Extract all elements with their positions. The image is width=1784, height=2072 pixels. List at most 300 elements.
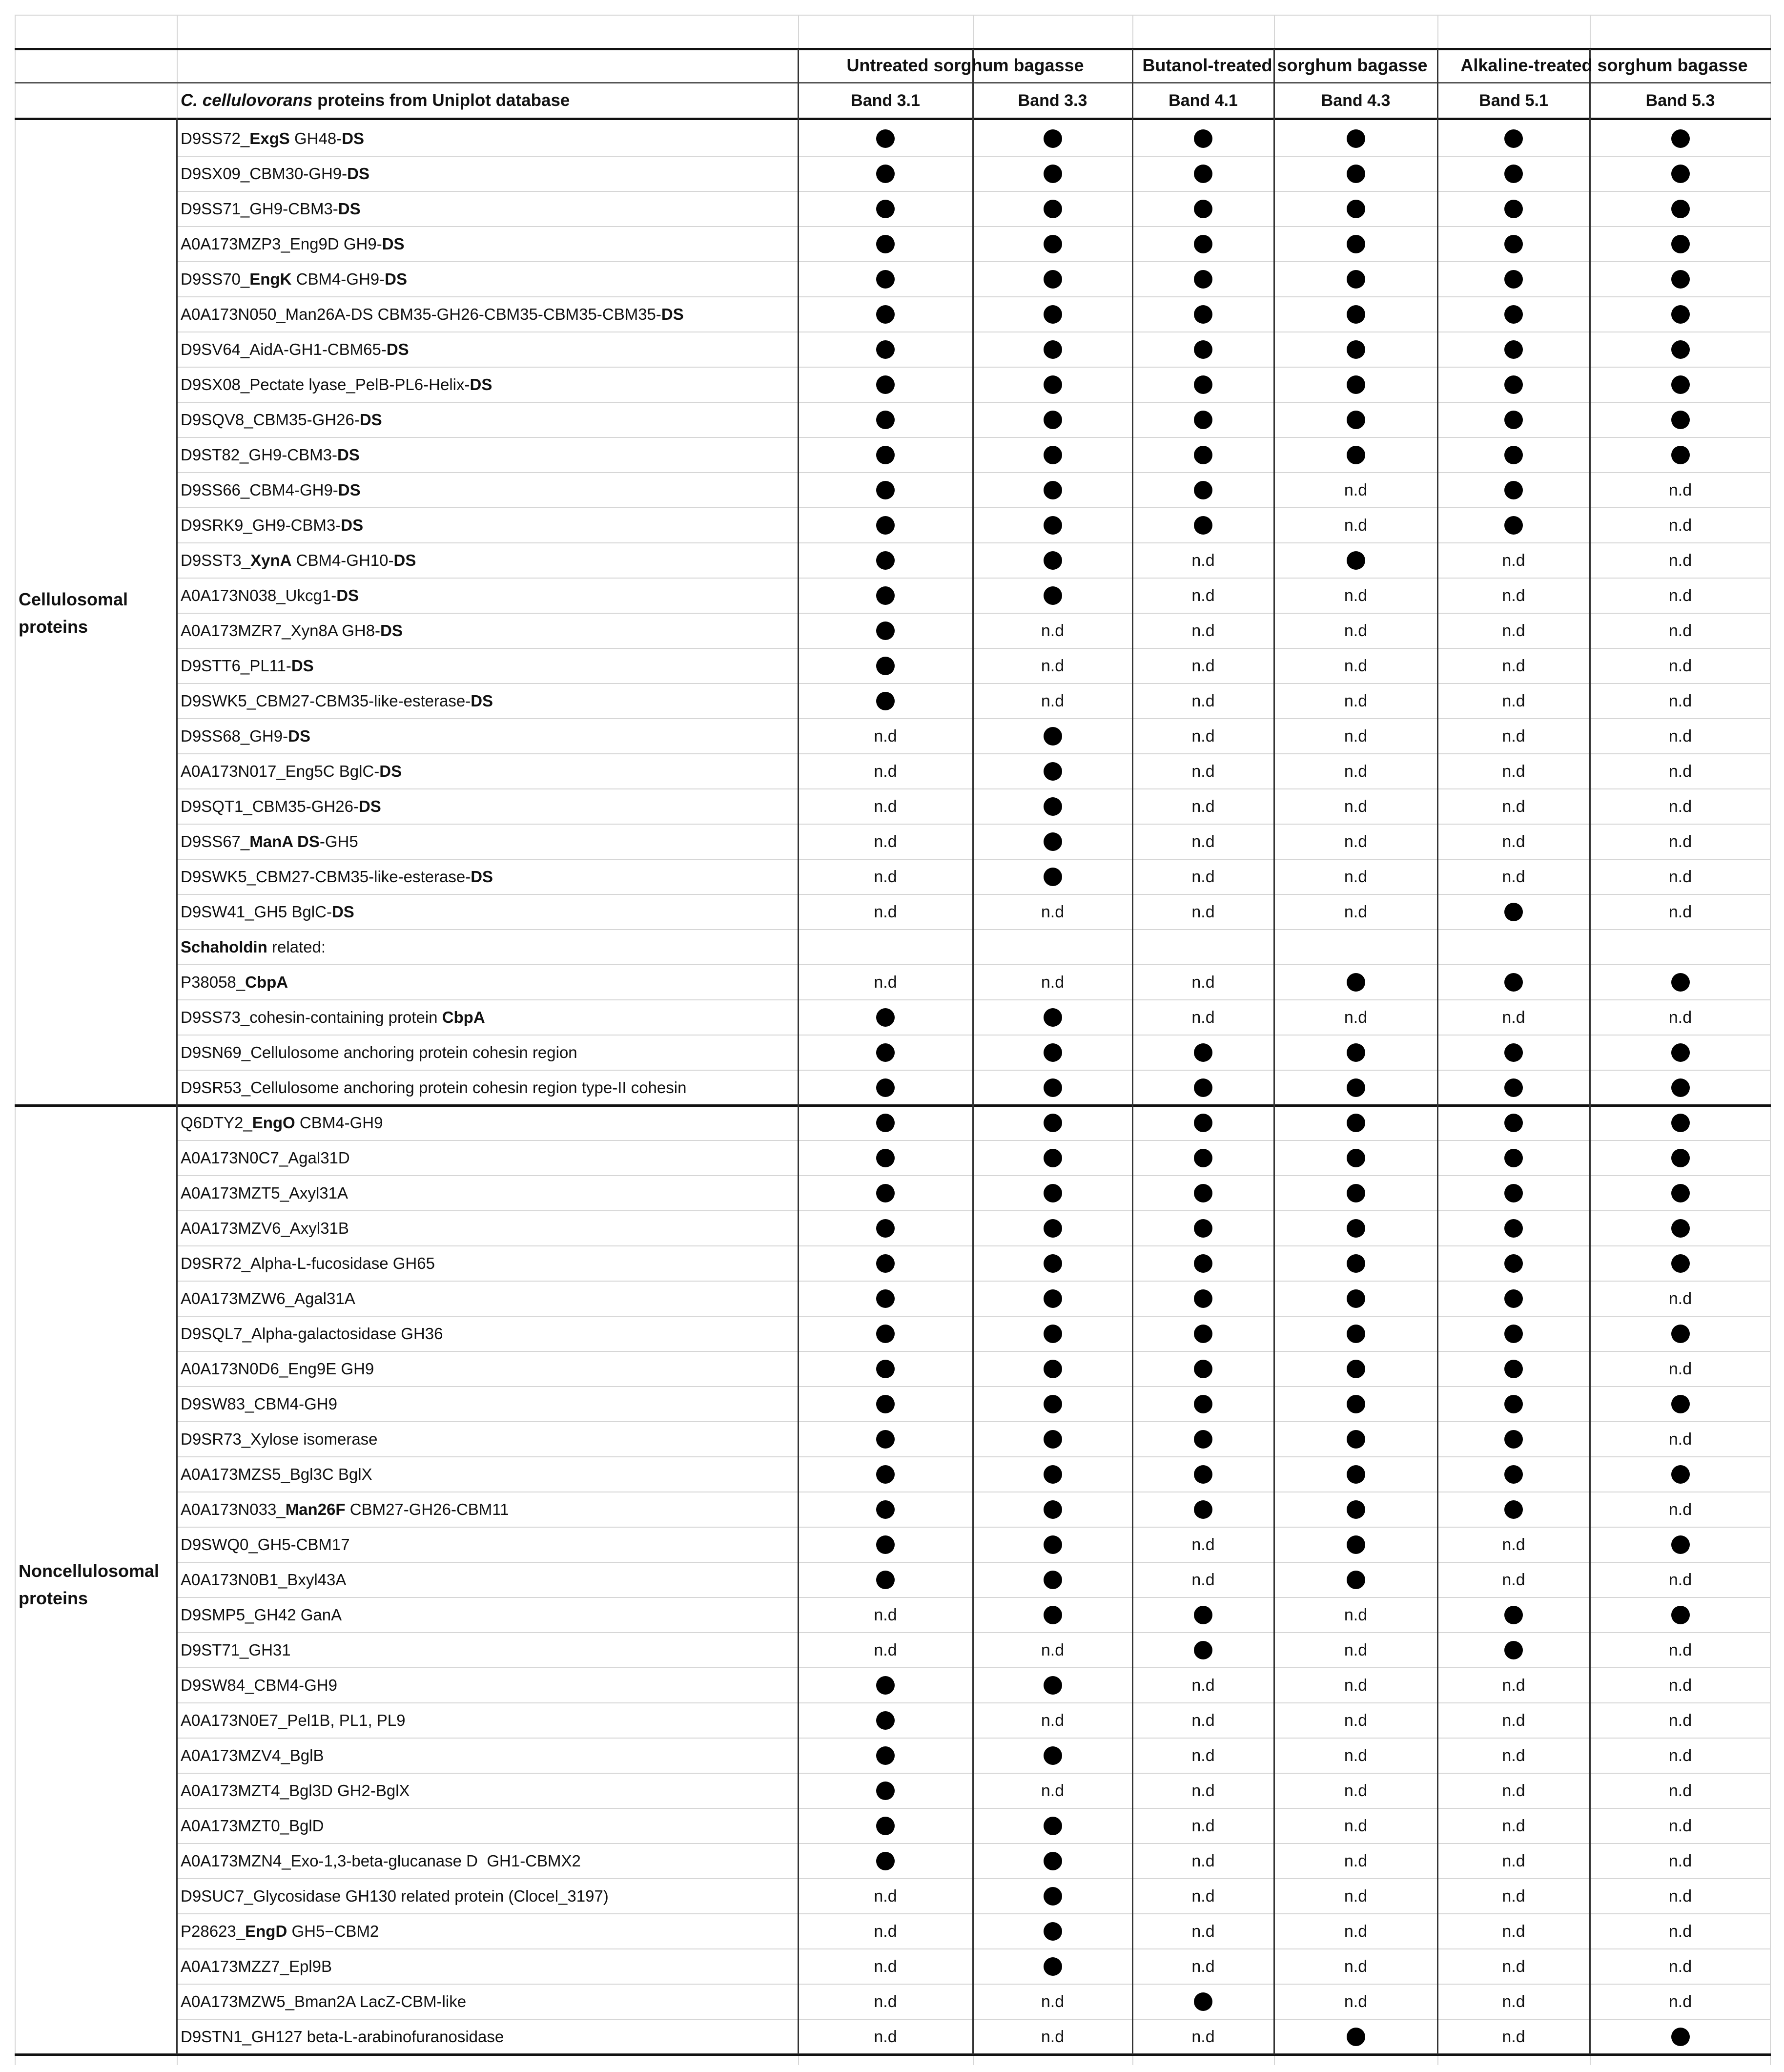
not-detected-text: n.d [1502,1957,1525,1976]
protein-name-part: A0A173N0B1_Bxyl43A [181,1571,347,1589]
not-detected-label [1590,859,1771,894]
detected-marker [1132,1281,1274,1316]
filled-circle-icon [876,1535,895,1554]
not-detected-label [973,1703,1132,1738]
detected-marker [1274,1527,1437,1562]
species-name: C. cellulovorans [181,91,313,110]
filled-circle-icon [876,1430,895,1449]
not-detected-label [1132,578,1274,613]
protein-name [177,1703,800,1738]
not-detected-text: n.d [1502,762,1525,781]
protein-name-part: CBM4-GH9- [291,270,385,288]
filled-circle-icon [1194,1606,1212,1624]
protein-name [177,227,800,262]
filled-circle-icon [1044,516,1062,535]
band-header-5-1: Band 5.1 [1479,91,1548,110]
filled-circle-icon [1044,1500,1062,1519]
not-detected-label [1590,894,1771,930]
not-detected-text: n.d [1502,2027,1525,2046]
not-detected-text: n.d [874,1992,897,2011]
not-detected-text: n.d [1344,586,1368,605]
not-detected-text: n.d [1041,621,1065,640]
protein-name-bold-part: CbpA [442,1008,485,1026]
not-detected-text: n.d [874,973,897,992]
not-detected-text: n.d [1041,902,1065,921]
protein-name [177,297,800,332]
protein-detection-table [15,15,1771,2065]
filled-circle-icon [876,1114,895,1132]
detected-marker [798,578,973,613]
filled-circle-icon [1044,1957,1062,1976]
filled-circle-icon [1044,1008,1062,1027]
protein-name-part: D9SQL7_Alpha-galactosidase GH36 [181,1325,443,1343]
filled-circle-icon [1194,1465,1212,1484]
not-detected-label [1437,824,1590,859]
filled-circle-icon [1194,340,1212,359]
not-detected-text: n.d [1502,1008,1525,1027]
filled-circle-icon [1347,1184,1365,1202]
not-detected-label [1274,859,1437,894]
protein-name-part: D9SN69_Cellulosome anchoring protein cohesin region [181,1043,577,1061]
filled-circle-icon [1671,305,1690,324]
not-detected-text: n.d [1668,656,1692,675]
protein-name-part: A0A173MZV6_Axyl31B [181,1219,349,1237]
not-detected-text: n.d [1502,621,1525,640]
not-detected-label [1590,473,1771,508]
filled-circle-icon [1347,973,1365,992]
filled-circle-icon [1044,305,1062,324]
protein-name [177,613,800,648]
detected-marker [1132,1070,1274,1105]
protein-name-part: D9SX09_CBM30-GH9- [181,165,348,183]
filled-circle-icon [1194,1641,1212,1659]
not-detected-label [1437,648,1590,684]
detected-marker [1274,1492,1437,1527]
detected-marker [973,1070,1132,1105]
not-detected-text: n.d [1344,1008,1368,1027]
not-detected-text: n.d [1668,1676,1692,1695]
detected-marker [1132,1105,1274,1140]
not-detected-label [798,719,973,754]
not-detected-label [973,648,1132,684]
not-detected-text: n.d [1191,1886,1215,1906]
filled-circle-icon [1347,340,1365,359]
protein-name-part: D9SS72_ [181,129,250,147]
filled-circle-icon [1347,129,1365,148]
detected-marker [1132,121,1274,156]
detected-marker [973,1035,1132,1070]
filled-circle-icon [1504,1184,1523,1202]
filled-circle-icon [1504,973,1523,992]
filled-circle-icon [1194,1992,1212,2011]
detected-marker [798,121,973,156]
detected-marker [798,367,973,402]
detected-marker [1132,402,1274,437]
protein-name [177,719,800,754]
filled-circle-icon [876,305,895,324]
not-detected-label [973,2019,1132,2054]
protein-name-bold-part: DS [342,129,365,147]
not-detected-label [1437,1879,1590,1914]
protein-name-part: A0A173N0E7_Pel1B, PL1, PL9 [181,1711,406,1729]
detected-marker [973,437,1132,473]
not-detected-label [973,965,1132,1000]
protein-name-part: D9SRK9_GH9-CBM3- [181,516,341,534]
not-detected-text: n.d [1344,1640,1368,1659]
detected-marker [973,297,1132,332]
not-detected-label [1132,2019,1274,2054]
detected-marker [1590,437,1771,473]
protein-name-part: D9SR73_Xylose isomerase [181,1430,378,1448]
detected-marker [1437,1211,1590,1246]
detected-marker [1132,437,1274,473]
detected-marker [973,1562,1132,1597]
detected-marker [1437,1422,1590,1457]
protein-name-bold-part: DS [291,657,314,675]
protein-name-bold-part: ExgS [249,129,290,147]
detected-marker [973,1527,1132,1562]
detected-marker [1590,367,1771,402]
detected-marker [798,1457,973,1492]
filled-circle-icon [1044,1043,1062,1062]
not-detected-label [1590,1668,1771,1703]
not-detected-text: n.d [1344,621,1368,640]
not-detected-label [973,613,1132,648]
not-detected-label [1437,719,1590,754]
protein-name [177,1668,800,1703]
protein-name [177,367,800,402]
not-detected-label [1590,1808,1771,1844]
not-detected-label [1274,719,1437,754]
not-detected-label [1590,1281,1771,1316]
not-detected-label [1132,859,1274,894]
detected-marker [1132,1246,1274,1281]
protein-name-part: A0A173MZT0_BglD [181,1817,324,1835]
not-detected-label [1132,965,1274,1000]
detected-marker [1590,1387,1771,1422]
filled-circle-icon [1504,1465,1523,1484]
not-detected-label [1590,789,1771,824]
protein-name [177,1246,800,1281]
filled-circle-icon [1671,165,1690,183]
detected-marker [798,613,973,648]
detected-marker [973,719,1132,754]
protein-name-bold-part: DS [380,622,403,640]
detected-marker [973,156,1132,191]
protein-name-bold-part: Man26F [285,1500,346,1518]
filled-circle-icon [1671,446,1690,464]
filled-circle-icon [876,411,895,429]
filled-circle-icon [1671,1395,1690,1413]
filled-circle-icon [1671,1535,1690,1554]
filled-circle-icon [1044,446,1062,464]
not-detected-label [1437,1562,1590,1597]
not-detected-label [1274,1773,1437,1808]
not-detected-text: n.d [1668,1816,1692,1835]
protein-name [177,262,800,297]
not-detected-label [1274,1844,1437,1879]
not-detected-label [1590,613,1771,648]
detected-marker [1590,1176,1771,1211]
detected-marker [1437,1633,1590,1668]
protein-name-part: A0A173N038_Ukcg1- [181,586,337,604]
not-detected-label [1274,1949,1437,1984]
detected-marker [973,1000,1132,1035]
filled-circle-icon [1044,375,1062,394]
not-detected-label [1590,1738,1771,1773]
detected-marker [1437,1070,1590,1105]
filled-circle-icon [1044,1535,1062,1554]
filled-circle-icon [1194,1219,1212,1238]
not-detected-label [1132,1000,1274,1035]
detected-marker [973,332,1132,367]
not-detected-text: n.d [1191,1816,1215,1835]
detected-marker [1274,437,1437,473]
not-detected-label [1274,754,1437,789]
detected-marker [973,121,1132,156]
filled-circle-icon [876,1746,895,1765]
protein-name-part: A0A173MZR7_Xyn8A GH8- [181,622,381,640]
not-detected-label [1590,1000,1771,1035]
not-detected-text: n.d [1502,656,1525,675]
not-detected-text: n.d [1502,1535,1525,1554]
filled-circle-icon [1504,481,1523,499]
not-detected-text: n.d [1344,480,1368,499]
not-detected-label [798,789,973,824]
detected-marker [798,1738,973,1773]
detected-marker [798,1176,973,1211]
detected-marker [1274,402,1437,437]
protein-name-part: D9SWK5_CBM27-CBM35-like-esterase- [181,692,471,710]
detected-marker [1274,191,1437,227]
protein-name-part: D9SQT1_CBM35-GH26- [181,797,359,815]
protein-name-bold-part: EngO [252,1114,295,1132]
detected-marker [1274,1035,1437,1070]
filled-circle-icon [1504,340,1523,359]
detected-marker [1437,402,1590,437]
filled-circle-icon [1347,1078,1365,1097]
filled-circle-icon [1347,235,1365,253]
not-detected-label [1437,789,1590,824]
not-detected-label [1274,1914,1437,1949]
band-header-4-1: Band 4.1 [1169,91,1238,110]
filled-circle-icon [1044,586,1062,605]
detected-marker [1437,332,1590,367]
filled-circle-icon [876,1395,895,1413]
not-detected-label [1437,1703,1590,1738]
protein-name-bold-part: DS [359,411,382,429]
not-detected-label [1590,1844,1771,1879]
detected-marker [1437,367,1590,402]
protein-name [177,1176,800,1211]
filled-circle-icon [1504,235,1523,253]
detected-marker [1132,1176,1274,1211]
not-detected-label [1590,648,1771,684]
detected-marker [798,1316,973,1351]
protein-name [177,578,800,613]
filled-circle-icon [1194,235,1212,253]
not-detected-label [1590,1773,1771,1808]
not-detected-label [1274,1000,1437,1035]
detected-marker [1132,1633,1274,1668]
not-detected-text: n.d [1502,797,1525,816]
detected-marker [1590,121,1771,156]
protein-name [177,859,800,894]
filled-circle-icon [876,1571,895,1589]
filled-circle-icon [1671,2028,1690,2046]
filled-circle-icon [876,1676,895,1695]
protein-name-bold-part: ManA DS [249,832,320,850]
not-detected-label [798,1914,973,1949]
detected-marker [973,1808,1132,1844]
not-detected-label [1132,1668,1274,1703]
filled-circle-icon [1194,1500,1212,1519]
filled-circle-icon [1347,165,1365,183]
not-detected-text: n.d [1668,797,1692,816]
not-detected-label [798,859,973,894]
not-detected-label [1132,824,1274,859]
detected-marker [973,1316,1132,1351]
detected-marker [1274,1176,1437,1211]
protein-name [177,965,800,1000]
filled-circle-icon [1671,340,1690,359]
detected-marker [1437,1351,1590,1387]
not-detected-text: n.d [1191,1570,1215,1589]
filled-circle-icon [1044,1922,1062,1941]
not-detected-text: n.d [1191,973,1215,992]
detected-marker [1132,1597,1274,1633]
filled-circle-icon [876,340,895,359]
not-detected-text: n.d [874,2027,897,2046]
filled-circle-icon [1504,1289,1523,1308]
not-detected-text: n.d [1344,1957,1368,1976]
detected-marker [973,1844,1132,1879]
not-detected-label [1132,1527,1274,1562]
protein-name [177,121,800,156]
protein-name-part: GH48- [289,129,342,147]
detected-marker [798,1281,973,1316]
filled-circle-icon [1347,200,1365,218]
detected-marker [1437,1281,1590,1316]
filled-circle-icon [1671,200,1690,218]
not-detected-text: n.d [1668,1570,1692,1589]
not-detected-label [1274,1738,1437,1773]
protein-name-part: A0A173MZT4_Bgl3D GH2-BglX [181,1782,410,1800]
detected-marker [1437,508,1590,543]
not-detected-label [1132,1562,1274,1597]
not-detected-text: n.d [874,1886,897,1906]
detected-marker [1132,227,1274,262]
filled-circle-icon [1044,270,1062,289]
filled-circle-icon [1504,516,1523,535]
protein-name [177,894,800,930]
not-detected-text: n.d [1344,1605,1368,1624]
protein-name-bold-part: DS [661,305,684,323]
filled-circle-icon [1044,340,1062,359]
not-detected-text: n.d [874,867,897,886]
not-detected-text: n.d [1344,1676,1368,1695]
not-detected-text: n.d [1668,1886,1692,1906]
filled-circle-icon [1347,1465,1365,1484]
filled-circle-icon [876,1184,895,1202]
not-detected-text: n.d [1668,832,1692,851]
detected-marker [798,1773,973,1808]
filled-circle-icon [1504,1219,1523,1238]
protein-name [177,1035,800,1070]
protein-name [177,543,800,578]
protein-name-part: D9SST3_ [181,551,251,569]
filled-circle-icon [1504,200,1523,218]
detected-marker [1274,2019,1437,2054]
filled-circle-icon [1194,200,1212,218]
filled-circle-icon [1347,1043,1365,1062]
not-detected-label [1590,578,1771,613]
not-detected-label [798,894,973,930]
detected-marker [1590,1597,1771,1633]
not-detected-label [1437,1000,1590,1035]
detected-marker [973,262,1132,297]
protein-name-part: D9STT6_PL11- [181,657,291,675]
filled-circle-icon [1044,832,1062,851]
protein-name-bold-part: DS [386,340,409,358]
protein-name-part: D9SX08_Pectate lyase_PelB-PL6-Helix- [181,375,470,394]
not-detected-text: n.d [1191,2027,1215,2046]
filled-circle-icon [876,1360,895,1378]
detected-marker [973,508,1132,543]
filled-circle-icon [876,1465,895,1484]
not-detected-text: n.d [1344,1711,1368,1730]
not-detected-text: n.d [874,762,897,781]
not-detected-text: n.d [1191,726,1215,746]
filled-circle-icon [1347,1219,1365,1238]
not-detected-text: n.d [1668,480,1692,499]
filled-circle-icon [1504,1641,1523,1659]
not-detected-label [973,684,1132,719]
detected-marker [1274,1140,1437,1176]
not-detected-label [1437,1668,1590,1703]
detected-marker [1274,1246,1437,1281]
not-detected-text: n.d [1668,1711,1692,1730]
not-detected-text: n.d [1502,726,1525,746]
detected-marker [1132,1984,1274,2019]
not-detected-text: n.d [1668,1008,1692,1027]
protein-name-part: GH5−CBM2 [287,1922,379,1940]
not-detected-label [1132,719,1274,754]
detected-marker [973,1668,1132,1703]
detected-marker [1274,1351,1437,1387]
detected-marker [798,191,973,227]
detected-marker [1590,1211,1771,1246]
detected-marker [973,191,1132,227]
detected-marker [1437,894,1590,930]
filled-circle-icon [876,586,895,605]
not-detected-text: n.d [1344,1781,1368,1800]
detected-marker [973,1351,1132,1387]
not-detected-label [1274,473,1437,508]
not-detected-label [973,894,1132,930]
filled-circle-icon [876,551,895,570]
not-detected-text: n.d [1344,762,1368,781]
not-detected-text: n.d [1502,1992,1525,2011]
detected-marker [798,1844,973,1879]
filled-circle-icon [1194,481,1212,499]
protein-name [177,1844,800,1879]
detected-marker [1590,402,1771,437]
detected-marker [798,1246,973,1281]
not-detected-label [1590,1703,1771,1738]
detected-marker [973,1176,1132,1211]
not-detected-label [798,1984,973,2019]
